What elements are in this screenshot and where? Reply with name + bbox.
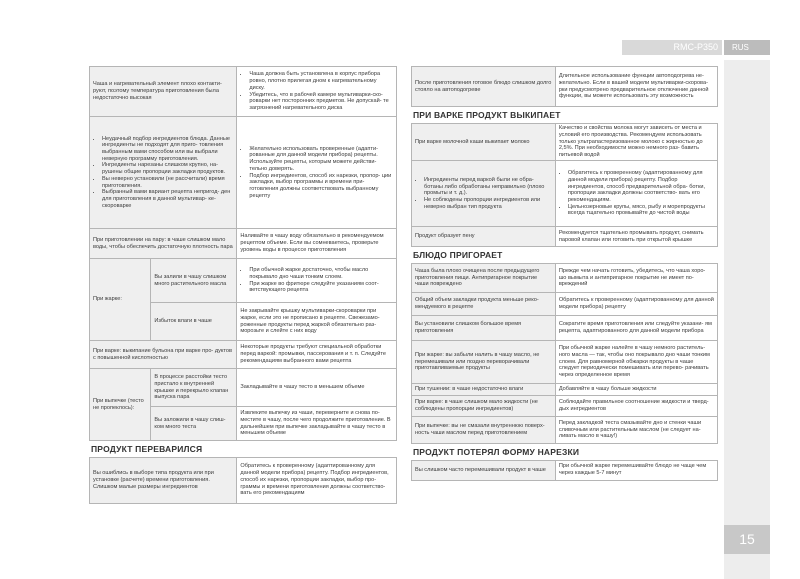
list-item: • Обратитесь к проверенному (адаптированному для данной модели прибора) рецепту. Подбор ингредиентов, способ предварительной обра- ботки, пропорции закладки должны соответство- вать его рекомендациям.	[568, 170, 714, 204]
section-heading: БЛЮДО ПРИГОРАЕТ	[413, 250, 503, 261]
troubleshoot-table	[89, 368, 397, 441]
list-item: • Желательно использовать проверенные (адапти- рованные для данной модели прибора) рецепты. Используйте рецепты, которым можете действи- тельно доверять.	[249, 146, 393, 173]
list-item: • Ингредиенты нарезаны слишком крупно, на- рушены общие пропорции закладки продуктов.	[102, 162, 233, 175]
cause-cell: Продукт образует пену	[412, 227, 556, 247]
troubleshoot-table	[89, 258, 397, 341]
cause-cell: При выпечке: вы не смазали внутреннюю поверх- ность чаши маслом перед приготовлением	[412, 416, 556, 443]
solution-cell: Добавляйте в чашу больше жидкости	[555, 383, 717, 395]
table-row	[90, 341, 397, 369]
table-row	[90, 117, 397, 229]
solution-cell: Не закрывайте крышку мультиварки-скороварки при жарке, если это не прописано в рецепте. Свежезамо- роженные продукты перед жаркой обязательно раз- морозьте и слейте с них воду	[237, 303, 397, 341]
solution-cell	[237, 259, 397, 303]
table-row	[412, 395, 718, 416]
cause-cell: Вы ошиблись в выборе типа продукта или при установке (расчете) времени приготовления. Слишком малые размеры ингредиентов	[90, 457, 237, 503]
cause-cell: Вы заложили в чашу слиш- ком много теста	[151, 407, 237, 441]
list-item: • При жарке во фритюре следуйте указаниям соот- ветствующего рецепта	[249, 281, 393, 294]
solution-cell: Качество и свойства молока могут зависеть от места и условий его производства. Рекомендуем использовать только ультрапастеризованное молоко с жирностью до 2,5%. При необходимости можно немного раз- бавить питьевой водой	[555, 123, 717, 161]
table-row	[412, 315, 718, 340]
table-row	[90, 259, 397, 303]
section-heading: ПРИ ВАРКЕ ПРОДУКТ ВЫКИПАЕТ	[413, 110, 561, 120]
cause-cell: Чаша и нагревательный элемент плохо контакти- руют, поэтому температура приготовления была недостаточно высокая	[90, 67, 237, 117]
table-row	[412, 460, 718, 480]
table-row	[90, 67, 397, 117]
solution-cell: Извлеките выпечку из чаши, переверните и снова по- местите в чашу, после чего продолжите приготовление. В дальнейшем при выпечке закладывайте в чашу тесто в меньшем объеме	[237, 407, 397, 441]
cause-cell: После приготовления готовое блюдо слишком долго стояло на автоподогреве	[412, 67, 556, 107]
solution-cell: Длительное использование функции автоподогрева не- желательно. Если в вашей модели мультиварки-скорова- рки предусмотрено предварительное отключение данной функции, вы можете использовать эту возможность	[555, 67, 717, 107]
cause-cell: При варке молочной каши выкипает молоко	[412, 123, 556, 161]
cause-cell: При варке: в чаше слишком мало жидкости (не соблюдены пропорции ингредиентов)	[412, 395, 556, 416]
left-column	[89, 66, 397, 504]
page-sidebar	[724, 60, 770, 579]
table-row	[412, 340, 718, 383]
table-row	[412, 67, 718, 107]
cause-cell	[412, 161, 556, 227]
troubleshoot-table	[411, 263, 718, 444]
solution-cell: Сократите время приготовления или следуйте указани- ям рецепта, адаптированного для данной модели прибора	[555, 315, 717, 340]
cause-cell: При жарке: вы забыли налить в чашу масло, не перемешивали или поздно переворачивали приготавливаемые продукты	[412, 340, 556, 383]
solution-cell	[237, 67, 397, 117]
list-item: • Цельнозерновые крупы, мясо, рыбу и морепродукты всегда тщательно промывайте до чистой воды	[568, 204, 714, 217]
cause-cell: В процессе расстойки тесто пристало к внутренней крышке и перекрыло клапан выпуска пара	[151, 369, 237, 407]
solution-cell: Перед закладкой теста смазывайте дно и стенки чаши сливочным или растительным маслом (не следует на- ливать масло в чашу!)	[555, 416, 717, 443]
table-row	[412, 292, 718, 315]
solution-cell	[555, 161, 717, 227]
troubleshoot-table	[411, 123, 718, 248]
cause-cell: Вы установили слишком большое время приготовления	[412, 315, 556, 340]
cause-cell: Избыток влаги в чаше	[151, 303, 237, 341]
solution-cell: Рекомендуется тщательно промывать продукт, снимать паровой клапан или готовить при открытой крышке	[555, 227, 717, 247]
section-heading: ПРОДУКТ ПЕРЕВАРИЛСЯ	[91, 444, 203, 454]
solution-cell: Закладывайте в чашу тесто в меньшем объеме	[237, 369, 397, 407]
troubleshoot-table	[89, 340, 397, 369]
table-row	[412, 227, 718, 247]
list-item: • Подбор ингредиентов, способ их нарезки, пропор- ции закладки, выбор программы и времени при- готовления должны соответствовать выбранному рецепту	[249, 173, 393, 200]
list-item: • Убедитесь, что в рабочей камере мультиварки-ско- роварки нет посторонних предметов. Не допускай- те загрязнений нагревательного диска	[249, 92, 393, 112]
cause-cell: При приготовлении на пару: в чаше слишком мало воды, чтобы обеспечить достаточную плотность пара	[90, 229, 237, 259]
list-item: • Вы неверно установили (не рассчитали) время приготовления.	[102, 176, 233, 189]
table-row	[412, 161, 718, 227]
language-label: RUS	[724, 40, 770, 55]
cause-cell: Вы слишком часто перемешивали продукт в чаше	[412, 460, 556, 480]
list-item: • Выбранный вами вариант рецепта непригод- ден для приготовления в данной мультивар- ке-скороварке	[102, 189, 233, 209]
model-label: RMC-P350	[622, 40, 722, 55]
solution-cell	[237, 117, 397, 229]
page-number: 15	[724, 525, 770, 554]
cause-cell: При тушении: в чаше недостаточно влаги	[412, 383, 556, 395]
list-item: • Не соблюдены пропорции ингредиентов или неверно выбран тип продукта	[424, 197, 552, 210]
solution-cell: При обычной жарке перемешивайте блюдо не чаще чем через каждые 5-7 минут	[555, 460, 717, 480]
table-row	[90, 369, 397, 407]
solution-cell: Обратитесь к проверенному (адаптированному для данной модели прибора) рецепту. Подбор ингредиентов, способ их нарезки, пропорции закладки, выбор про- граммы и времени приготовления должны соответство- вать его рекомендациям	[237, 457, 397, 503]
list-item: • Чаша должна быть установлена в корпус прибора ровно, плотно прилегая дном к нагревательному диску.	[249, 71, 393, 91]
list-item: • Неудачный подбор ингредиентов блюда. Данные ингредиенты не подходят для приго- товления выбранным вами способом или вы выбрали неверную программу приготовления.	[102, 136, 233, 163]
troubleshoot-table	[89, 66, 397, 259]
table-row	[412, 383, 718, 395]
row-label: При жарке:	[90, 259, 151, 341]
troubleshoot-table	[411, 66, 718, 107]
table-row	[90, 229, 397, 259]
list-item: • Ингредиенты перед варкой были не обра- ботаны либо обработаны неправильно (плохо промыты и т. д.).	[424, 177, 552, 197]
cause-cell: Чаша была плохо очищена после предыдущего приготовления пищи. Антипригарное покрытие чаши повреждено	[412, 263, 556, 292]
section-heading: ПРОДУКТ ПОТЕРЯЛ ФОРМУ НАРЕЗКИ	[413, 446, 580, 457]
right-column	[411, 66, 718, 481]
list-item: • При обычной жарке достаточно, чтобы масло покрывало дно чаши тонким слоем.	[249, 267, 393, 280]
solution-cell: При обычной жарке налейте в чашу немного раститель- ного масла — так, чтобы оно покрывало дно чаши тонким слоем. Для равномерной обжарки продукты в чаше следует периодически помешивать или перево- рачивать через определенное время	[555, 340, 717, 383]
troubleshoot-table	[89, 457, 397, 504]
cause-cell: Общий объем закладки продукта меньше реко- мендуемого в рецепте	[412, 292, 556, 315]
table-row	[90, 457, 397, 503]
troubleshoot-table	[411, 460, 718, 481]
cause-cell: Вы залили в чашу слишком много растительного масла	[151, 259, 237, 303]
solution-cell: Обратитесь к проверенному (адаптированному для данной модели прибора) рецепту	[555, 292, 717, 315]
row-label: При выпечке (тесто не пропеклось):	[90, 369, 151, 441]
solution-cell: Соблюдайте правильное соотношение жидкости и тверд- дых ингредиентов	[555, 395, 717, 416]
cause-cell: При варке: выкипание бульона при варке про- дуктов с повышенной кислотностью	[90, 341, 237, 369]
table-row	[412, 263, 718, 292]
cause-cell	[90, 117, 237, 229]
solution-cell: Некоторые продукты требуют специальной обработки перед варкой: промывки, пассерования и т. п. Следуйте рекомендациям выбранного вами рецепта	[237, 341, 397, 369]
solution-cell: Прежде чем начать готовить, убедитесь, что чаша хоро- шо вымыта и антипригарное покрытие не имеет по- вреждений	[555, 263, 717, 292]
table-row	[412, 123, 718, 161]
solution-cell: Наливайте в чашу воду обязательно в рекомендуемом рецептом объеме. Если вы сомневаетесь, проверьте уровень воды в процессе приготовления	[237, 229, 397, 259]
table-row	[412, 416, 718, 443]
